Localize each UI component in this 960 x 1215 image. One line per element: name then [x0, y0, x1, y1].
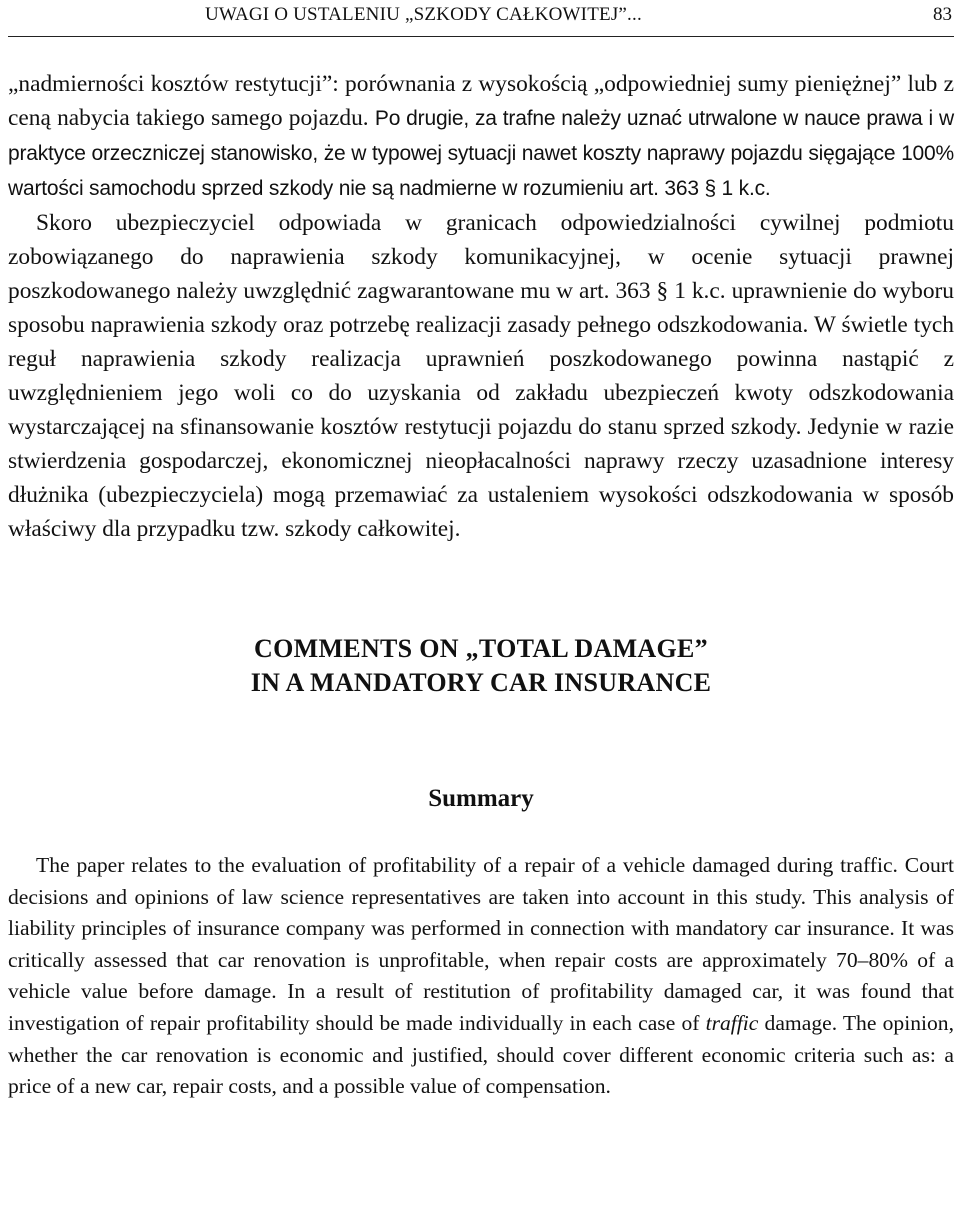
english-title-line-2: IN A MANDATORY CAR INSURANCE: [250, 668, 712, 697]
paragraph-1-serif-text: „nadmierności kosztów restytucji”: porównania z wysokością „odpowiedniej sumy pieniężnej” lub z ceną nabycia takiego samego pojazdu.: [8, 71, 954, 131]
summary-heading: Summary: [428, 785, 534, 812]
document-page: [8, 0, 954, 1103]
english-title-line-1: COMMENTS ON „TOTAL DAMAGE”: [254, 634, 708, 663]
paragraph-2: Skoro ubezpieczyciel odpowiada w granicach odpowiedzialności cywilnej podmiotu zobowiązanego do naprawienia szkody komunikacyjnej, w ocenie sytuacji prawnej poszkodowanego należy uwzględnić zagwarantowane mu w art. 363 § 1 k.c. uprawnienie do wyboru sposobu naprawienia szkody oraz potrzebę realizacji zasady pełnego odszkodowania. W świetle tych reguł naprawienia szkody realizacja uprawnień poszkodowanego powinna nastąpić z uwzględnieniem jego woli co do uzyskania od zakładu ubezpieczeń kwoty odszkodowania wystarczającej na sfinansowanie kosztów restytucji pojazdu do stanu sprzed szkody. Jedynie w razie stwierdzenia gospodarczej, ekonomicznej nieopłacalności naprawy rzeczy uzasadnione interesy dłużnika (ubezpieczyciela) mogą przemawiać za ustaleniem wysokości odszkodowania w sposób właściwy dla przypadku tzw. szkody całkowitej.: [8, 210, 954, 542]
running-title: UWAGI O USTALENIU „SZKODY CAŁKOWITEJ”...: [205, 4, 642, 25]
paragraph-1: [8, 67, 954, 206]
polish-body-text: [8, 67, 954, 546]
summary-text-after-italic: damage. The opinion, whether the car renovation is economic and justified, should cover different economic criteria such as: a price of a new car, repair costs, and a possible value of compensation.: [8, 1010, 954, 1099]
summary-italic-word: traffic: [705, 1010, 759, 1035]
summary-text: [8, 850, 954, 1103]
summary-text-before-italic: The paper relates to the evaluation of profitability of a repair of a vehicle damaged during traffic. Court decisions and opinions of law science representatives are taken into account in this study. This analysis of liability principles of insurance company was performed in connection with mandatory car insurance. It was critically assessed that car renovation is unprofitable, when repair costs are approximately 70–80% of a vehicle value before damage. In a result of restitution of profitability damaged car, it was found that investigation of repair profitability should be made individually in each case of: [8, 853, 954, 1035]
running-header: [8, 0, 954, 37]
page-number: 83: [933, 4, 952, 25]
paragraph-1-sans-text: Po drugie, za trafne należy uznać utrwalone w nauce prawa i w praktyce orzeczniczej stanowisko, że w typowej sytuacji nawet koszty naprawy pojazdu sięgające 100% wartości samochodu sprzed szkody nie są nadmierne w rozumieniu art. 363 § 1 k.c.: [8, 107, 954, 200]
summary-paragraph: [8, 850, 954, 1103]
english-title: [8, 632, 954, 700]
